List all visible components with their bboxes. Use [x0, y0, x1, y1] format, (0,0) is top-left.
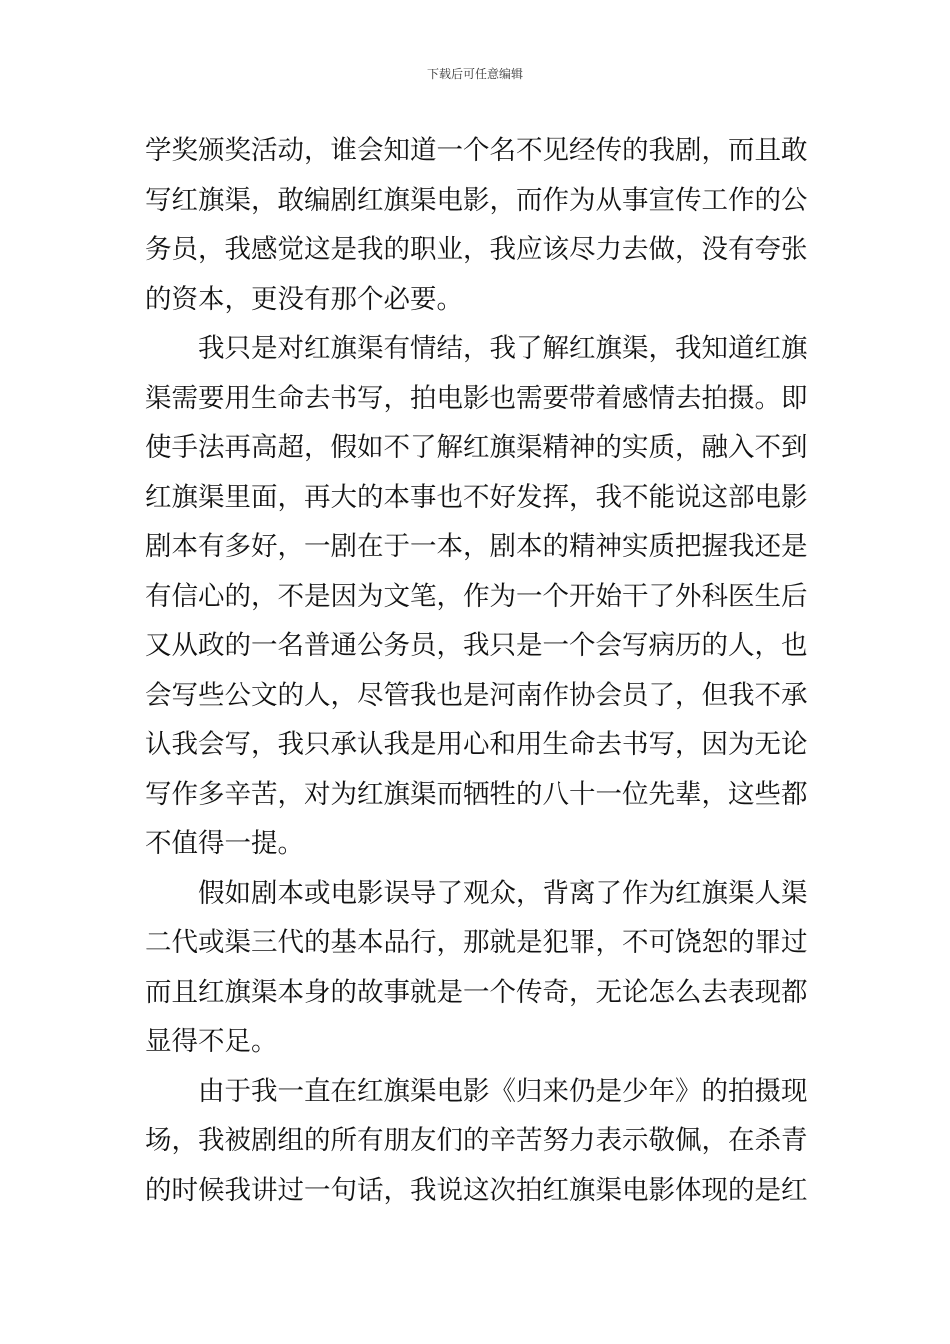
text-line: 学奖颁奖活动，谁会知道一个名不见经传的我剧，而且敢 — [145, 135, 808, 166]
text-line: 又从政的一名普通公务员，我只是一个会写病历的人，也 — [145, 630, 808, 661]
text-line: 会写些公文的人，尽管我也是河南作协会员了，但我不承 — [145, 679, 808, 711]
text-line: 使手法再高超，假如不了解红旗渠精神的实质，融入不到 — [145, 432, 808, 463]
paragraph-3 — [145, 869, 809, 1067]
text-line: 的资本，更没有那个必要。 — [145, 283, 463, 315]
text-line: 写作多辛苦，对为红旗渠而牺牲的八十一位先辈，这些都 — [145, 778, 808, 810]
text-line: 我只是对红旗渠有情结，我了解红旗渠，我知道红旗 — [198, 333, 808, 364]
text-line: 假如剧本或电影误导了观众，背离了作为红旗渠人渠 — [198, 877, 808, 909]
text-line: 红旗渠里面，再大的本事也不好发挥，我不能说这部电影 — [145, 481, 808, 513]
text-line: 渠需要用生命去书写，拍电影也需要带着感情去拍摄。即 — [145, 382, 808, 414]
text-line: 二代或渠三代的基本品行，那就是犯罪，不可饶恕的罪过 — [145, 927, 808, 958]
text-line: 场，我被剧组的所有朋友们的辛苦努力表示敬佩，在杀青 — [145, 1125, 808, 1156]
text-line: 认我会写，我只承认我是用心和用生命去书写，因为无论 — [145, 729, 808, 760]
text-line: 而且红旗渠本身的故事就是一个传奇，无论怎么去表现都 — [145, 976, 808, 1008]
text-line: 的时候我讲过一句话，我说这次拍红旗渠电影体现的是红 — [145, 1174, 808, 1206]
text-line: 写红旗渠，敢编剧红旗渠电影，而作为从事宣传工作的公 — [145, 184, 808, 216]
text-line: 务员，我感觉这是我的职业，我应该尽力去做，没有夸张 — [145, 234, 808, 265]
paragraph-1 — [145, 126, 809, 324]
text-line: 有信心的，不是因为文笔，作为一个开始干了外科医生后 — [145, 580, 808, 612]
paragraph-4 — [145, 1067, 809, 1216]
text-line: 剧本有多好，一剧在于一本，剧本的精神实质把握我还是 — [145, 531, 808, 562]
text-line: 由于我一直在红旗渠电影《归来仍是少年》的拍摄现 — [198, 1075, 808, 1107]
text-line: 显得不足。 — [145, 1026, 278, 1057]
document-body — [145, 126, 809, 1215]
text-line: 不值得一提。 — [145, 828, 304, 859]
page-header: 下载后可任意编辑 — [426, 67, 523, 81]
paragraph-2 — [145, 324, 809, 869]
